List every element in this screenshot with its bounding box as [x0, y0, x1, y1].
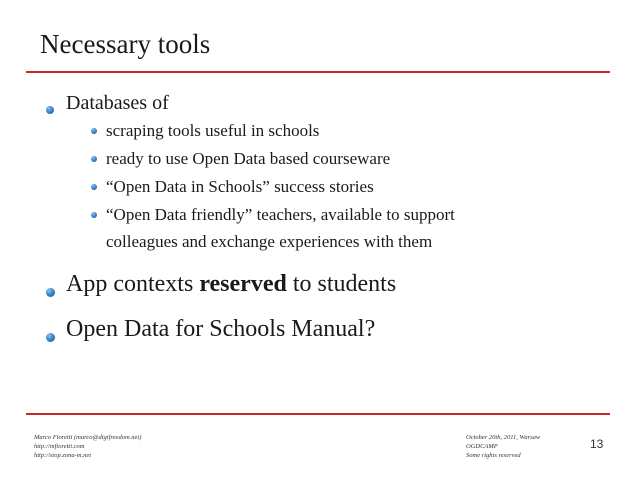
sub-bullet-teachers-continued: colleagues and exchange experiences with them [106, 232, 433, 251]
app-contexts-emphasis: reserved [199, 271, 287, 297]
bullet-app-contexts [66, 268, 396, 300]
footer-author-line: http://stop.zona-m.net [34, 452, 92, 459]
app-contexts-suffix: to students [286, 271, 397, 297]
footer-author [34, 433, 141, 460]
footer-event [466, 433, 540, 460]
bullet-icon [46, 288, 55, 297]
footer-event-line: OGDCAMP [466, 443, 498, 450]
bullet-icon [91, 212, 97, 218]
sub-bullet-courseware: ready to use Open Data based courseware [106, 149, 391, 168]
footer-divider [26, 413, 610, 415]
bullet-icon [46, 333, 55, 342]
sub-bullet-scraping-tools: scraping tools useful in schools [106, 121, 320, 140]
footer-event-line: October 20th, 2011, Warsaw [466, 434, 541, 441]
page-number: 13 [590, 437, 604, 451]
bullet-manual: Open Data for Schools Manual? [66, 316, 376, 342]
footer-author-line: http://mfioretti.com [34, 443, 85, 450]
footer-author-line: Marco Fioretti (marco@digifreedom.net) [34, 434, 142, 441]
sub-bullet-teachers: “Open Data friendly” teachers, available to support [106, 205, 455, 224]
bullet-icon [91, 128, 97, 134]
sub-bullet-success-stories: “Open Data in Schools” success stories [106, 177, 374, 196]
slide-title: Necessary tools [40, 29, 211, 59]
bullet-icon [91, 184, 97, 190]
app-contexts-text: App contexts [66, 271, 200, 297]
bullet-icon [91, 156, 97, 162]
title-divider [26, 71, 610, 73]
bullet-databases: Databases of [66, 92, 169, 114]
footer-event-line: Some rights reserved [466, 452, 521, 459]
bullet-icon [46, 106, 54, 114]
